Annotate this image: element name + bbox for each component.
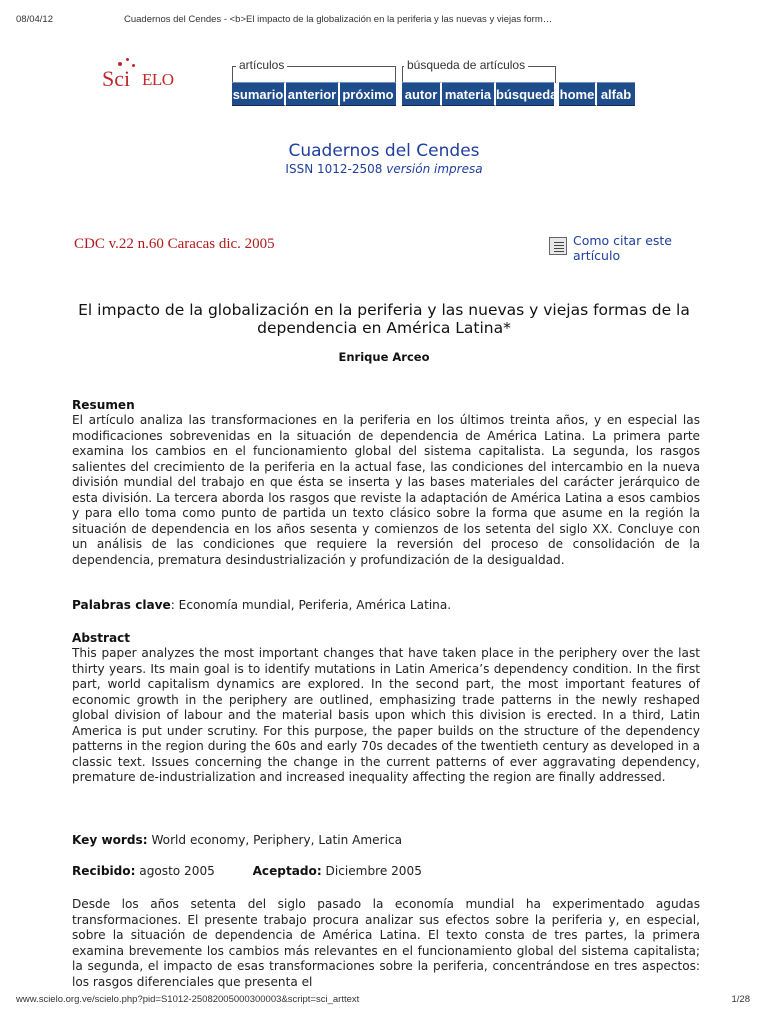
issn-version: versión impresa (386, 162, 483, 176)
cite-article-link[interactable]: Como citar este artículo (573, 233, 672, 263)
autor-button[interactable]: autor (402, 82, 442, 106)
aceptado-label: Aceptado: (252, 864, 322, 878)
recibido-label: Recibido: (72, 864, 136, 878)
issn-number: ISSN 1012-2508 (285, 162, 383, 176)
print-title: Cuadernos del Cendes - <b>El impacto de la globalización en la periferia y las nuevas y viejas form… (124, 14, 553, 25)
proximo-button[interactable]: próximo (340, 82, 396, 106)
document-icon-line (554, 251, 564, 252)
anterior-button[interactable]: anterior (286, 82, 340, 106)
journal-title: Cuadernos del Cendes (288, 141, 480, 161)
sumario-button[interactable]: sumario (232, 82, 286, 106)
palabras-clave-text: : Economía mundial, Periferia, América Latina. (170, 598, 452, 612)
logo-dot (132, 64, 135, 67)
print-page-number: 1/28 (731, 994, 750, 1005)
nav-search-legend: búsqueda de artículos (404, 58, 528, 72)
scielo-logo[interactable] (102, 58, 174, 102)
key-words-text: World economy, Periphery, Latin America (147, 833, 402, 847)
home-button[interactable]: home (559, 82, 597, 106)
aceptado-date: Diciembre 2005 (321, 864, 422, 878)
print-date: 08/04/12 (16, 14, 53, 25)
key-words (72, 833, 700, 849)
nav-articles-buttons (232, 82, 396, 106)
nav-home-group (559, 82, 635, 106)
logo-sci-text: Sci (102, 66, 131, 91)
busqueda-button[interactable]: búsqueda (496, 82, 554, 106)
palabras-clave-label: Palabras clave (72, 598, 171, 612)
dates (72, 864, 700, 880)
resumen-heading: Resumen (72, 398, 135, 412)
nav-articles-group (232, 58, 396, 108)
resumen-text: El artículo analiza las transformaciones en la periferia en los últimos treinta años, y en especial las modificaciones sobrevenidas en la situación de dependencia de América Latina. La primera parte examina los cambios en el funcionamiento global del sistema capitalista. La segunda, los rasgos salientes del crecimiento de la periferia en la actual fase, las condiciones del intercambio en la nueva división mundial del trabajo en que ésta se inserta y las bases materiales del carácter jerárquico de esta división. La tercera aborda los rasgos que reviste la adaptación de América Latina a esos cambios y para ello toma como punto de partida un texto clásico sobre la forma que asume en la región la situación de dependencia en los años sesenta y comienzos de los setenta del siglo XX. Concluye con un análisis de las condiciones que requiere la reversión del proceso de consolidación de la dependencia, prematura desindustrialización y profundización de la desigualdad. (72, 413, 700, 567)
key-words-label: Key words: (72, 833, 148, 847)
nav-articles-legend: artículos (236, 58, 287, 72)
intro-paragraph: Desde los años setenta del siglo pasado la economía mundial ha experimentado agudas transformaciones. El presente trabajo procura analizar sus efectos sobre la periferia y, en especial, sobre la situación de dependencia de América Latina. El texto consta de tres partes, la primera examina brevemente los cambios más relevantes en el funcionamiento global del sistema capitalista; la segunda, el impacto de esas transformaciones sobre la periferia, concentrándose en tres aspectos: los rasgos diferenciales que presenta el (72, 897, 700, 989)
nav-search-group (402, 58, 556, 108)
document-icon-line (554, 242, 564, 243)
document-icon-line (554, 245, 564, 246)
document-icon[interactable] (549, 237, 567, 255)
issue-reference: CDC v.22 n.60 Caracas dic. 2005 (74, 236, 275, 252)
article-title: El impacto de la globalización en la periferia y las nuevas y viejas formas de la dependencia en América Latina* (78, 301, 690, 337)
logo-elo-text: ELO (142, 70, 174, 89)
journal-issn (0, 162, 768, 176)
alfab-button[interactable]: alfab (597, 82, 635, 106)
document-icon-line (554, 248, 564, 249)
recibido-date: agosto 2005 (135, 864, 215, 878)
nav-search-buttons (402, 82, 558, 106)
palabras-clave (72, 598, 700, 614)
article-author: Enrique Arceo (338, 350, 430, 364)
logo-dot (126, 58, 129, 61)
materia-button[interactable]: materia (442, 82, 496, 106)
abstract-heading: Abstract (72, 631, 131, 645)
abstract-text: This paper analyzes the most important changes that have taken place in the periphery over the last thirty years. Its main goal is to identify mutations in Latin America’s dependency condition. In the first part, world capitalism dynamics are explored. In the second part, the most important features of economic growth in the periphery are outlined, emphasizing trade patterns in the newly reshaped global division of labour and the material basis upon which this division is erected. In a third, Latin America is put under scrutiny. For this purpose, the paper builds on the structure of the dependency patterns in the region during the 60s and early 70s decades of the twentieth century as developed in a classic text. Issues concerning the change in the current patterns of ever aggravating dependency, premature de-industrialization and increased inequality affecting the region are finally addressed. (72, 646, 700, 784)
print-url: www.scielo.org.ve/scielo.php?pid=S1012-25082005000300003&script=sci_arttext (16, 994, 360, 1005)
